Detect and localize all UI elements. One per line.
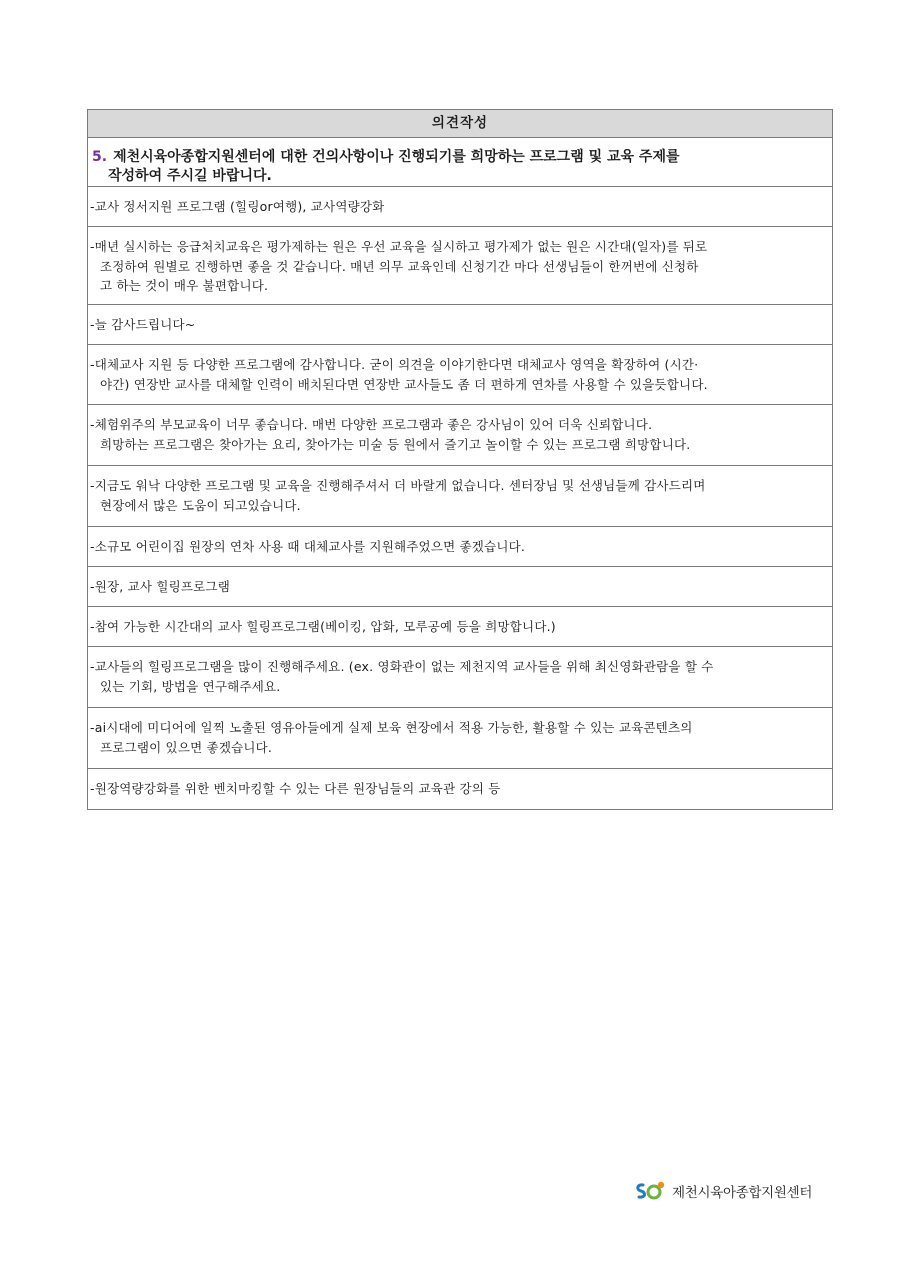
center-logo-icon (634, 1180, 668, 1202)
response-line: 프로그램이 있으면 좋겠습니다. (100, 739, 273, 755)
question-text-line-2: 작성하여 주시길 바랍니다. (108, 168, 272, 184)
response-line: 희망하는 프로그램은 찾아가는 요리, 찾아가는 미술 등 원에서 즐기고 놀이할 수 있는 프로그램 희망합니다. (100, 436, 691, 452)
response-row (88, 769, 832, 809)
response-line: -체험위주의 부모교육이 너무 좋습니다. 매번 다양한 프로그램과 좋은 강사님이 있어 더욱 신뢰합니다. (90, 417, 653, 432)
response-row (88, 466, 832, 527)
response-line: -참여 가능한 시간대의 교사 힐링프로그램(베이킹, 압화, 모루공예 등을 희망합니다.) (90, 619, 556, 634)
response-row (88, 647, 832, 708)
response-row (88, 187, 832, 227)
response-line: -소규모 어린이집 원장의 연차 사용 때 대체교사를 지원해주었으면 좋겠습니다. (90, 539, 526, 554)
table-header: 의견작성 (88, 110, 832, 138)
response-line: 현장에서 많은 도움이 되고있습니다. (100, 497, 301, 513)
response-line: 야간) 연장반 교사를 대체할 인력이 배치된다면 연장반 교사들도 좀 더 편하게 연차를 사용할 수 있을듯합니다. (100, 376, 708, 392)
response-line: -지금도 워낙 다양한 프로그램 및 교육을 진행해주셔서 더 바랄게 없습니다. 센터장님 및 선생님들께 감사드리며 (90, 478, 706, 493)
response-line: -교사들의 힐링프로그램을 많이 진행해주세요. (ex. 영화관이 없는 제천지역 교사들을 위해 최신영화관람을 할 수 (90, 659, 714, 674)
response-row (88, 345, 832, 405)
footer-org-name: 제천시육아종합지원센터 (672, 1185, 813, 1201)
response-line: -교사 정서지원 프로그램 (힐링or여행), 교사역량강화 (90, 199, 385, 214)
response-line: -대체교사 지원 등 다양한 프로그램에 감사합니다. 굳이 의견을 이야기한다면 대체교사 영역을 확장하여 (시간· (90, 357, 699, 372)
response-line: 고 하는 것이 매우 불편합니다. (100, 278, 269, 293)
response-line: -매년 실시하는 응급처치교육은 평가제하는 원은 우선 교육을 실시하고 평가제가 없는 원은 시간대(일자)를 뒤로 (90, 239, 708, 254)
response-row (88, 527, 832, 567)
response-row (88, 305, 832, 345)
question-text-line-1: 제천시육아종합지원센터에 대한 건의사항이나 진행되기를 희망하는 프로그램 및 교육 주제를 (113, 149, 680, 165)
response-line: 있는 기회, 방법을 연구해주세요. (100, 678, 281, 694)
response-list (88, 187, 832, 809)
response-row (88, 405, 832, 466)
response-row (88, 567, 832, 607)
response-line: -ai시대에 미디어에 일찍 노출된 영유아들에게 실제 보육 현장에서 적용 가능한, 활용할 수 있는 교육콘텐츠의 (90, 720, 693, 735)
response-line: -원장, 교사 힐링프로그램 (90, 579, 230, 594)
question-5 (88, 138, 832, 187)
footer-logo (634, 1180, 812, 1202)
response-row (88, 708, 832, 769)
response-line: -늘 감사드립니다~ (90, 317, 196, 332)
opinion-table (87, 109, 833, 810)
question-number: 5. (92, 149, 108, 165)
response-row (88, 607, 832, 647)
response-line: 조정하여 원별로 진행하면 좋을 것 같습니다. 매년 의무 교육인데 신청기간 마다 선생님들이 한꺼번에 신청하 (100, 258, 699, 274)
response-row (88, 227, 832, 305)
response-line: -원장역량강화를 위한 벤치마킹할 수 있는 다른 원장님들의 교육관 강의 등 (90, 781, 501, 796)
